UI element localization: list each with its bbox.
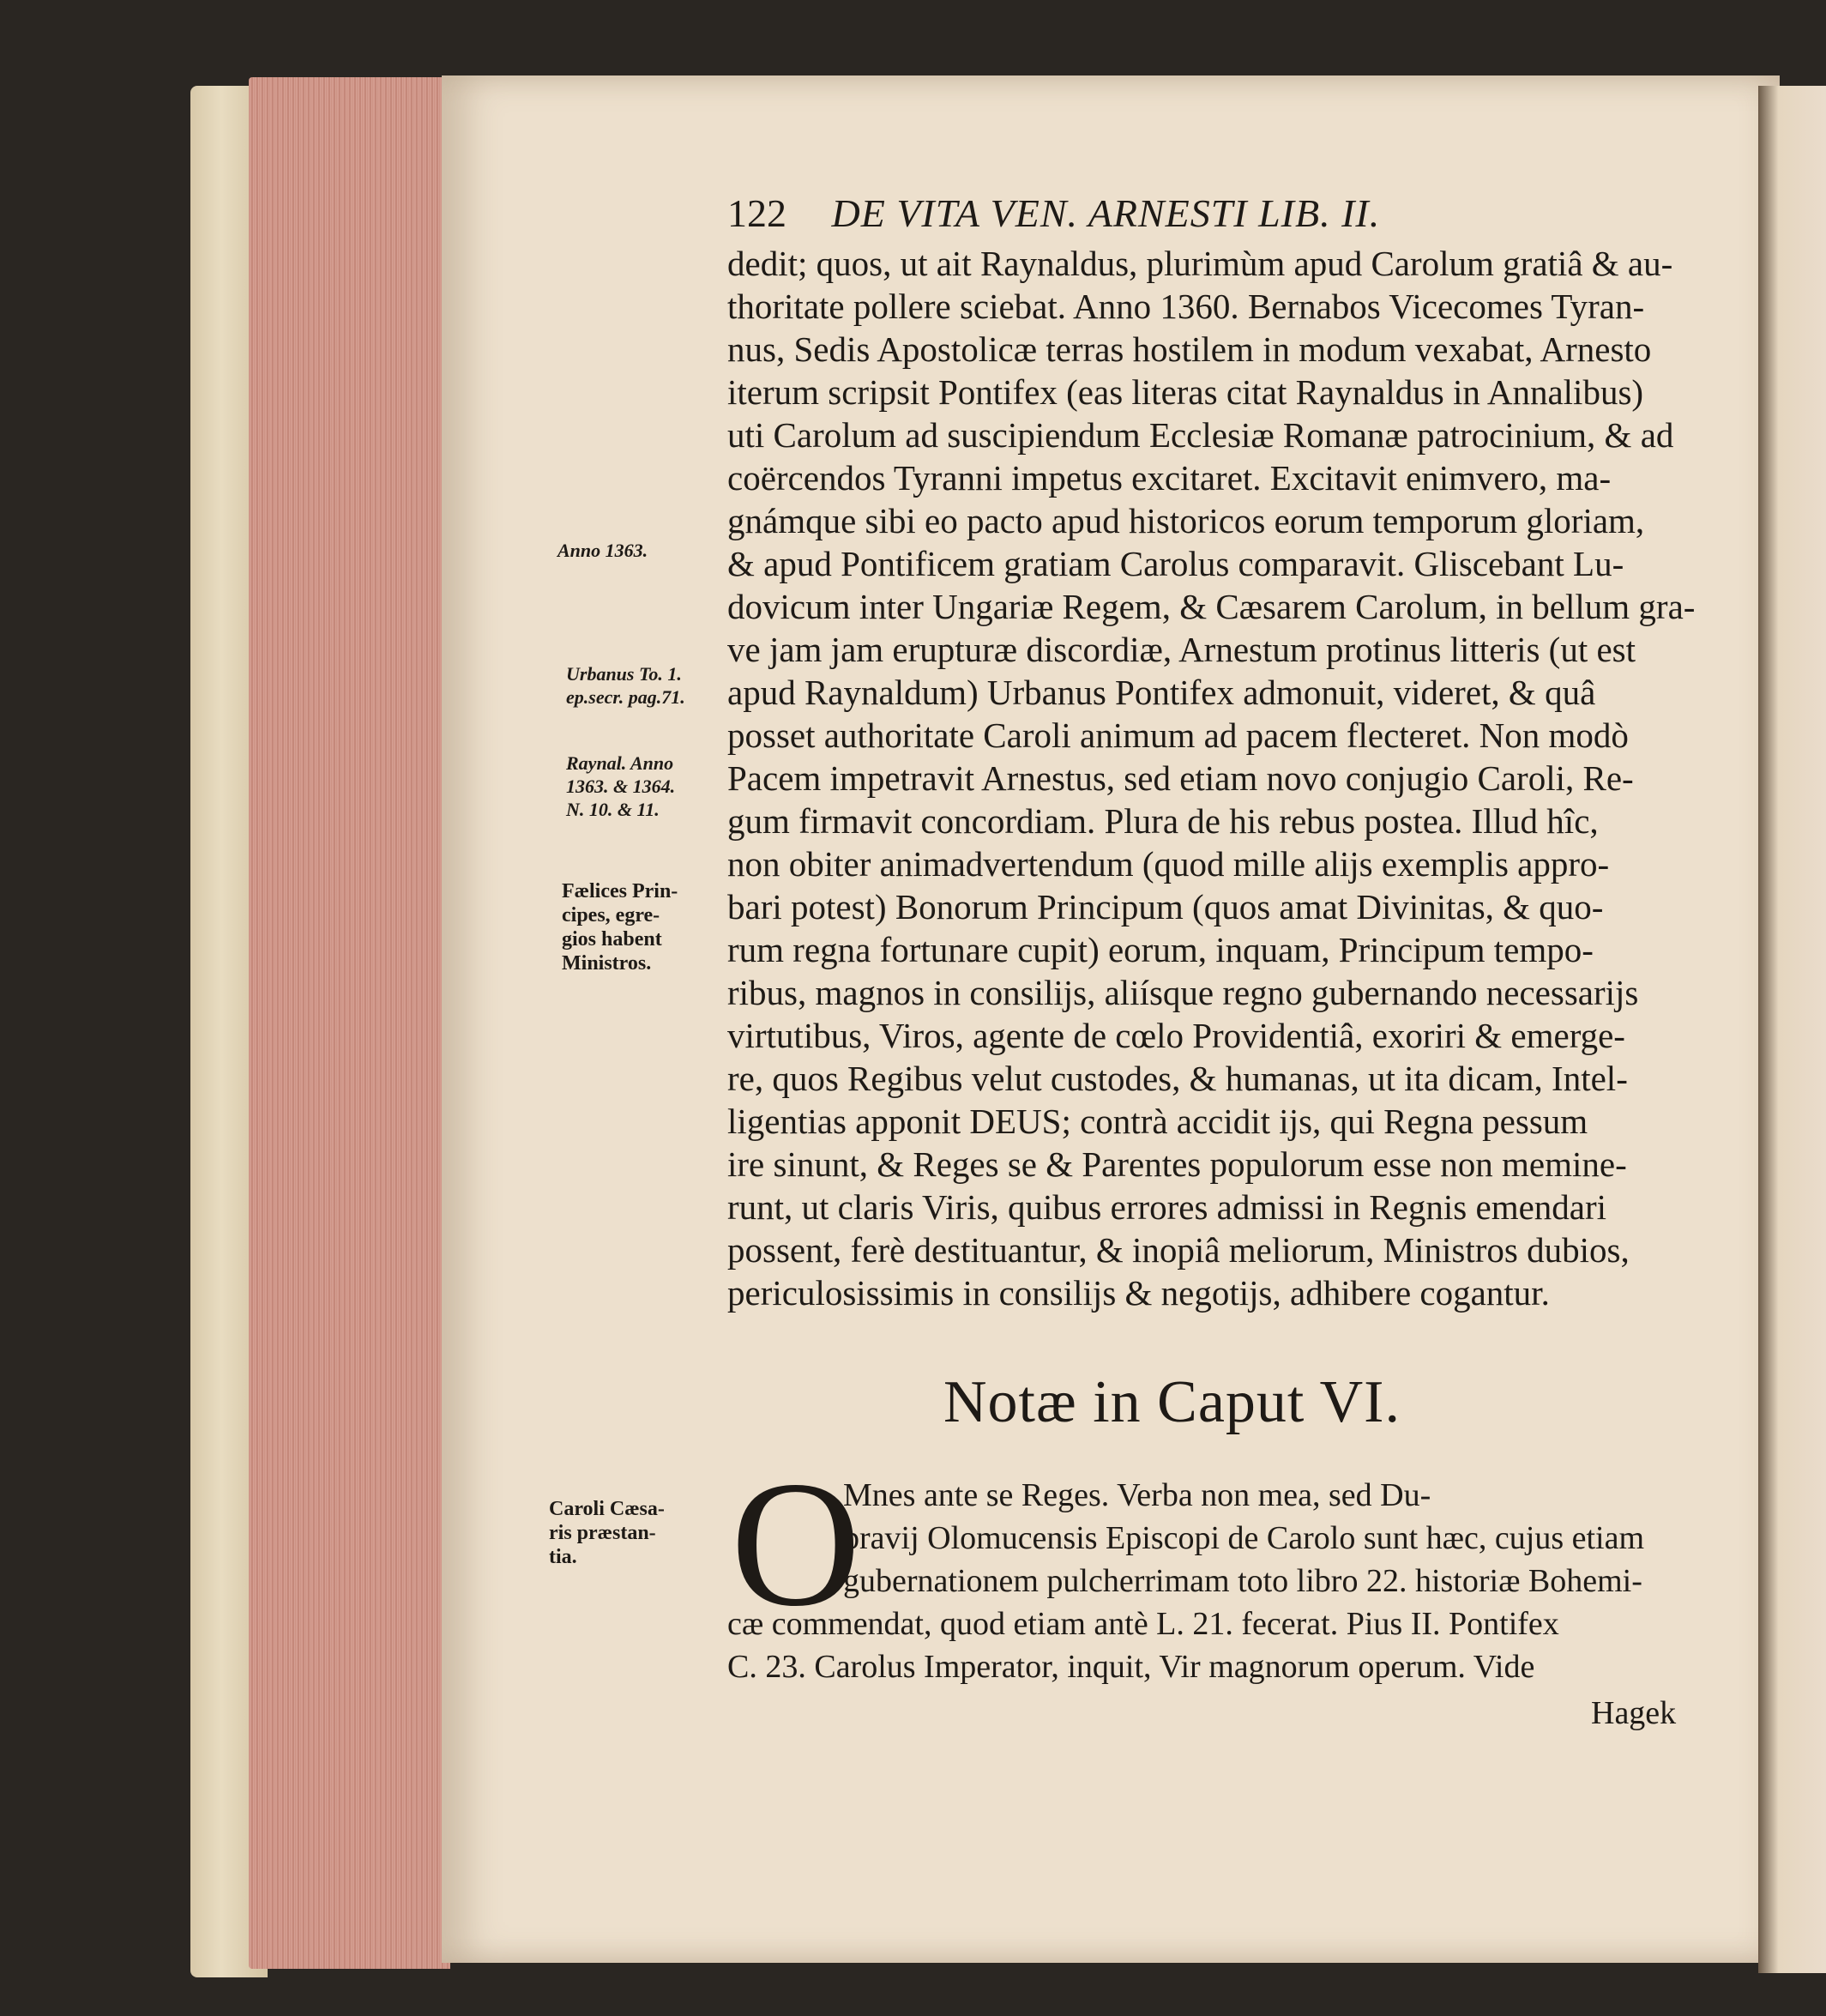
drop-cap: O xyxy=(731,1445,861,1644)
text-line: ve jam jam erupturæ discordiæ, Arnestum protinus litteris (ut est xyxy=(727,630,1636,669)
margin-note-line: Ministros. xyxy=(562,952,652,975)
text-line: Pacem impetravit Arnestus, sed etiam novo conjugio Caroli, Re- xyxy=(727,758,1634,798)
margin-note-line: Urbanus To. 1. xyxy=(566,663,682,685)
margin-note-line: cipes, egre- xyxy=(562,904,660,927)
text-line: re, quos Regibus velut custodes, & humanas, ut ita dicam, Intel- xyxy=(727,1059,1628,1098)
text-line: possent, ferè destituantur, & inopiâ meliorum, Ministros dubios, xyxy=(727,1230,1630,1270)
margin-note-anno xyxy=(557,539,648,562)
text-line: ire sinunt, & Reges se & Parentes populorum esse non memine- xyxy=(727,1144,1627,1184)
margin-note-raynal xyxy=(566,751,675,821)
margin-note-line: 1363. & 1364. xyxy=(566,776,676,797)
text-line: gubernationem pulcherrimam toto libro 22. historiæ Bohemi- xyxy=(843,1563,1642,1599)
text-line: coërcendos Tyranni impetus excitaret. Excitavit enimvero, ma- xyxy=(727,458,1612,498)
text-line: periculosissimis in consilijs & negotijs, adhibere cogantur. xyxy=(727,1273,1550,1313)
text-line: thoritate pollere sciebat. Anno 1360. Bernabos Vicecomes Tyran- xyxy=(727,287,1645,326)
margin-note-line: Fælices Prin- xyxy=(562,880,678,902)
margin-note-line: ris præstan- xyxy=(549,1522,656,1544)
margin-note-line: gios habent xyxy=(562,928,662,951)
margin-note-line: Caroli Cæsa- xyxy=(549,1498,665,1520)
text-line: posset authoritate Caroli animum ad pacem flecteret. Non modò xyxy=(727,715,1629,755)
text-line: dedit; quos, ut ait Raynaldus, plurimùm apud Carolum gratiâ & au- xyxy=(727,244,1673,283)
text-line: gnámque sibi eo pacto apud historicos eorum temporum gloriam, xyxy=(727,501,1645,540)
text-line: bravij Olomucensis Episcopi de Carolo sunt hæc, cujus etiam xyxy=(843,1520,1645,1556)
text-line: dovicum inter Ungariæ Regem, & Cæsarem Carolum, in bellum gra- xyxy=(727,587,1696,626)
text-line: ligentias apponit DEUS; contrà accidit ijs, qui Regna pessum xyxy=(727,1102,1588,1141)
margin-note-line: N. 10. & 11. xyxy=(566,799,660,820)
running-head xyxy=(727,190,1585,236)
page-number: 122 xyxy=(727,191,786,235)
body-text xyxy=(727,242,1701,1314)
text-line: cæ commendat, quod etiam antè L. 21. fecerat. Pius II. Pontifex xyxy=(727,1606,1559,1642)
text-line: gum firmavit concordiam. Plura de his rebus postea. Illud hîc, xyxy=(727,801,1599,841)
margin-note-urbanus xyxy=(566,662,685,709)
text-line: bari potest) Bonorum Principum (quos amat Divinitas, & quo- xyxy=(727,887,1604,927)
margin-note-line: ep.secr. pag.71. xyxy=(566,686,685,708)
text-line: virtutibus, Viros, agente de cœlo Providentiâ, exoriri & emerge- xyxy=(727,1016,1625,1055)
margin-note-line: Raynal. Anno xyxy=(566,752,674,774)
page-edges xyxy=(249,77,450,1969)
text-line: C. 23. Carolus Imperator, inquit, Vir magnorum operum. Vide xyxy=(727,1649,1535,1685)
text-line: & apud Pontificem gratiam Carolus comparavit. Gliscebant Lu- xyxy=(727,544,1624,583)
text-line: rum regna fortunare cupit) eorum, inquam, Principum tempo- xyxy=(727,930,1594,969)
section-heading: Notæ in Caput VI. xyxy=(943,1369,1401,1435)
text-line: ribus, magnos in consilijs, aliísque regno gubernando necessarijs xyxy=(727,973,1639,1012)
text-line: nus, Sedis Apostolicæ terras hostilem in modum vexabat, Arnesto xyxy=(727,329,1652,369)
text-line: apud Raynaldum) Urbanus Pontifex admonuit, videret, & quâ xyxy=(727,673,1596,712)
notes-text xyxy=(727,1474,1701,1688)
margin-note-faelices xyxy=(562,879,678,975)
page-title: DE VITA VEN. ARNESTI LIB. II. xyxy=(831,191,1381,235)
catchword: Hagek xyxy=(1591,1695,1677,1731)
text-line: uti Carolum ad suscipiendum Ecclesiæ Romanæ patrocinium, & ad xyxy=(727,415,1674,455)
text-line: non obiter animadvertendum (quod mille alijs exemplis appro- xyxy=(727,844,1610,884)
book-gutter xyxy=(1758,86,1826,1973)
text-line: Mnes ante se Reges. Verba non mea, sed Du- xyxy=(843,1477,1431,1513)
text-line: runt, ut claris Viris, quibus errores admissi in Regnis emendari xyxy=(727,1187,1607,1227)
margin-note-line: tia. xyxy=(549,1546,577,1568)
margin-note-line: Anno 1363. xyxy=(557,540,648,561)
margin-note-caroli xyxy=(549,1497,665,1569)
text-line: iterum scripsit Pontifex (eas literas citat Raynaldus in Annalibus) xyxy=(727,372,1644,412)
